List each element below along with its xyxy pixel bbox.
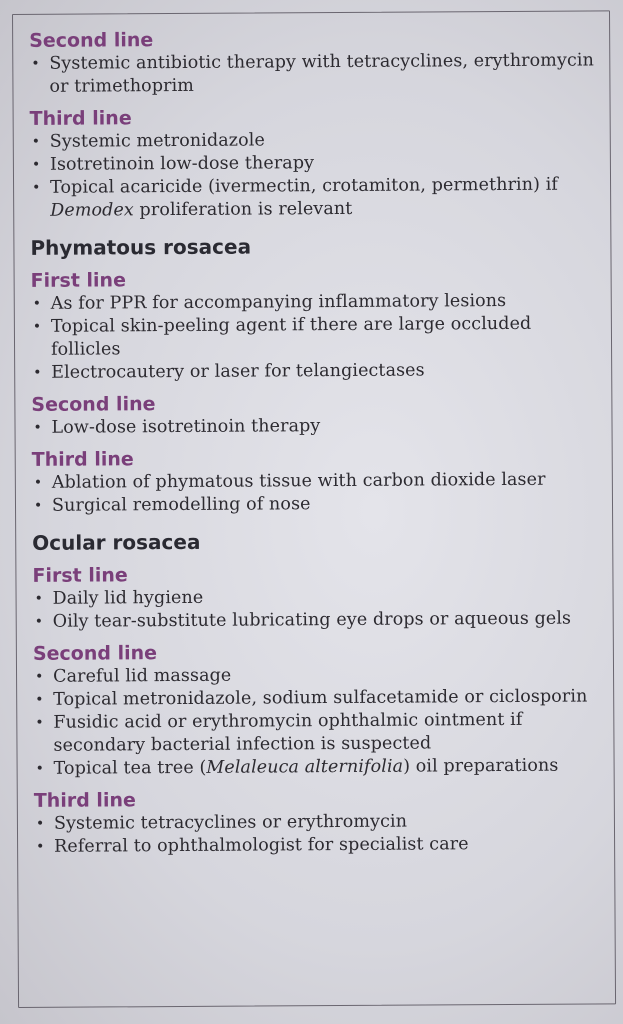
list-item: • Referral to ophthalmologist for specialist care [36,834,469,857]
list-item: • Surgical remodelling of nose [33,494,311,516]
subheading-first-line: First line [30,269,127,292]
subheading-third-line: Third line [31,448,134,471]
list-item: • Systemic metronidazole [31,130,265,152]
list-item: • As for PPR for accompanying inflammatory lesions [32,290,507,314]
list-item: • Oily tear-substitute lubricating eye drops or aqueous gels [34,608,572,632]
list-item: • Topical metronidazole, sodium sulfacetamide or ciclosporin [35,686,588,710]
list-first-line [33,584,599,633]
list-first-line [31,289,598,384]
subheading-first-line: First line [32,564,128,587]
subheading-second-line: Second line [29,29,154,52]
section-heading-phymatous: Phymatous rosacea [30,234,252,260]
list-second-line [31,413,597,439]
list-second-line [33,662,600,780]
subheading-second-line: Second line [31,393,156,416]
list-item: • Fusidic acid or erythromycin ophthalmic ointment if secondary bacterial infection is suspected [35,709,523,756]
subheading-third-line: Third line [29,107,132,130]
list-item: • Systemic antibiotic therapy with tetracyclines, erythromycin or trimethoprim [31,50,594,97]
list-item: • Careful lid massage [35,665,232,687]
list-item: • Isotretinoin low-dose therapy [31,153,315,175]
list-item: • Daily lid hygiene [34,587,204,609]
list-item: • Topical tea tree (Melaleuca alternifolia) oil preparations [35,755,559,779]
list-second-line [29,49,595,98]
subheading-third-line: Third line [33,789,136,812]
list-third-line [32,468,598,517]
list-third-line [34,809,600,858]
treatment-box [12,10,616,1008]
subheading-second-line: Second line [32,642,158,665]
list-third-line [30,127,597,222]
list-item: • Low-dose isotretinoin therapy [33,416,321,438]
list-item: • Systemic tetracyclines or erythromycin [35,811,408,834]
list-item: • Topical acaricide (ivermectin, crotamiton, permethrin) if Demodex proliferation is relevant [32,174,559,221]
section-heading-ocular: Ocular rosacea [32,529,201,555]
list-item: • Electrocautery or laser for telangiectases [33,360,425,383]
list-item: • Topical skin-peeling agent if there are large occluded follicles [32,313,532,360]
list-item: • Ablation of phymatous tissue with carbon dioxide laser [33,469,546,493]
